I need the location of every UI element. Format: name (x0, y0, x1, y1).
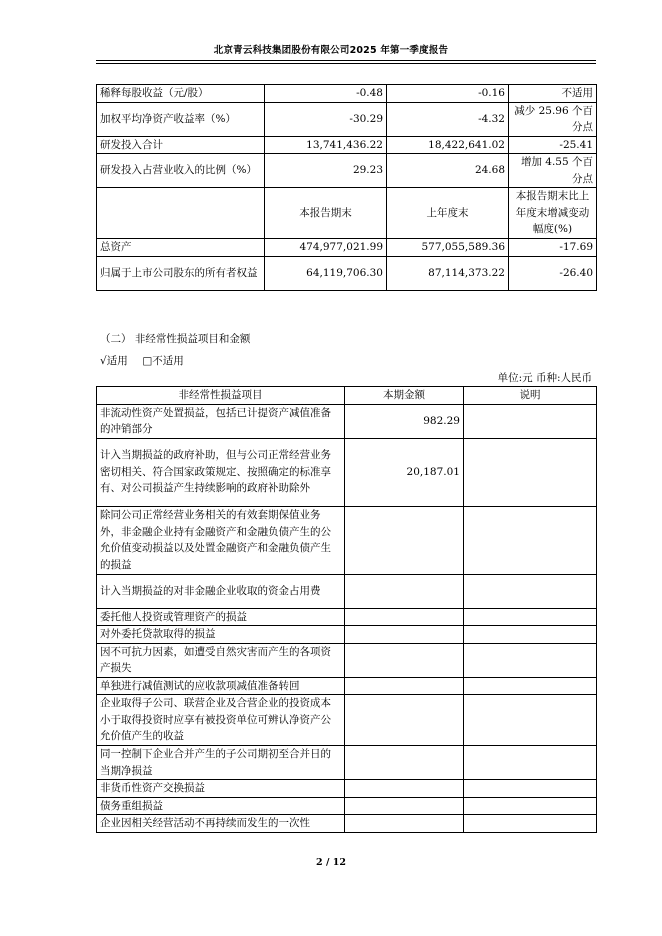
table-row (97, 815, 597, 833)
note-value (464, 626, 597, 644)
note-value (464, 677, 597, 695)
subheader-prior: 上年度末 (387, 188, 509, 239)
amount-value (345, 746, 464, 780)
table-row (97, 746, 597, 780)
item-label: 计入当期损益的政府补助，但与公司正常经营业务密切相关、符合国家政策规定、按照确定的标准享有、对公司损益产生持续影响的政府补助除外 (97, 438, 345, 506)
note-value (464, 608, 597, 626)
note-value (464, 780, 597, 798)
item-label: 委托他人投资或管理资产的损益 (97, 608, 345, 626)
item-label: 同一控制下企业合并产生的子公司期初至合并日的当期净损益 (97, 746, 345, 780)
row-label: 稀释每股收益（元/股） (97, 85, 265, 103)
row-label: 研发投入占营业收入的比例（%） (97, 154, 265, 188)
empty-cell (97, 188, 265, 239)
note-value (464, 746, 597, 780)
item-label: 企业因相关经营活动不再持续而发生的一次性 (97, 815, 345, 833)
applicable-option: √适用 (100, 355, 128, 367)
table-row (97, 256, 597, 290)
prior-value: 577,055,589.36 (387, 239, 509, 257)
note-value (464, 815, 597, 833)
table-row (97, 85, 597, 103)
table-subheader-row (97, 188, 597, 239)
amount-value (345, 815, 464, 833)
section-title: （二） 非经常性损益项目和金额 (100, 333, 251, 345)
non-recurring-items-table (96, 386, 597, 833)
table-row (97, 438, 597, 506)
note-value (464, 797, 597, 815)
current-value: 64,119,706.30 (265, 256, 387, 290)
amount-value (345, 677, 464, 695)
note-value (464, 438, 597, 506)
page-header: 北京青云科技集团股份有限公司2025 年第一季度报告 (213, 45, 449, 56)
table-row (97, 574, 597, 608)
note-value (464, 506, 597, 574)
amount-value (345, 608, 464, 626)
prior-value: 18,422,641.02 (387, 136, 509, 154)
change-value: 减少 25.96 个百分点 (509, 102, 597, 136)
item-label: 对外委托贷款取得的损益 (97, 626, 345, 644)
current-value: 13,741,436.22 (265, 136, 387, 154)
table-header-row (97, 387, 597, 405)
item-label: 非货币性资产交换损益 (97, 780, 345, 798)
table-row (97, 136, 597, 154)
item-label: 因不可抗力因素，如遭受自然灾害而产生的各项资产损失 (97, 643, 345, 677)
note-value (464, 404, 597, 438)
page-number: 2 / 12 (316, 857, 346, 868)
column-header-amount: 本期金额 (345, 387, 464, 405)
row-label: 归属于上市公司股东的所有者权益 (97, 256, 265, 290)
note-value (464, 643, 597, 677)
applicability-options (100, 353, 184, 368)
table-row (97, 102, 597, 136)
item-label: 除同公司正常经营业务相关的有效套期保值业务外，非金融企业持有金融资产和金融负债产生的公允价值变动损益以及处置金融资产和金融负债产生的损益 (97, 506, 345, 574)
row-label: 研发投入合计 (97, 136, 265, 154)
row-label: 加权平均净资产收益率（%） (97, 102, 265, 136)
current-value: -0.48 (265, 85, 387, 103)
table-row (97, 797, 597, 815)
key-indicators-table (96, 84, 597, 291)
note-value (464, 574, 597, 608)
amount-value (345, 797, 464, 815)
change-value: -17.69 (509, 239, 597, 257)
header-rule-top (96, 60, 596, 61)
prior-value: 87,114,373.22 (387, 256, 509, 290)
table-row (97, 154, 597, 188)
amount-value (345, 626, 464, 644)
header-rule-bottom (96, 63, 596, 64)
change-value: 不适用 (509, 85, 597, 103)
amount-value (345, 643, 464, 677)
prior-value: -0.16 (387, 85, 509, 103)
change-value: -26.40 (509, 256, 597, 290)
change-value: -25.41 (509, 136, 597, 154)
amount-value (345, 780, 464, 798)
unit-currency-note: 单位:元 币种:人民币 (497, 372, 592, 384)
item-label: 计入当期损益的对非金融企业收取的资金占用费 (97, 574, 345, 608)
table-row (97, 643, 597, 677)
prior-value: -4.32 (387, 102, 509, 136)
current-value: 29.23 (265, 154, 387, 188)
amount-value (345, 574, 464, 608)
amount-value: 20,187.01 (345, 438, 464, 506)
prior-value: 24.68 (387, 154, 509, 188)
row-label: 总资产 (97, 239, 265, 257)
column-header-note: 说明 (464, 387, 597, 405)
not-applicable-option: □不适用 (142, 355, 184, 367)
current-value: 474,977,021.99 (265, 239, 387, 257)
table-row (97, 677, 597, 695)
amount-value (345, 506, 464, 574)
item-label: 非流动性资产处置损益，包括已计提资产减值准备的冲销部分 (97, 404, 345, 438)
current-value: -30.29 (265, 102, 387, 136)
change-value: 增加 4.55 个百分点 (509, 154, 597, 188)
item-label: 单独进行减值测试的应收款项减值准备转回 (97, 677, 345, 695)
table-row (97, 780, 597, 798)
note-value (464, 695, 597, 746)
table-row (97, 626, 597, 644)
table-row (97, 404, 597, 438)
table-row (97, 506, 597, 574)
amount-value: 982.29 (345, 404, 464, 438)
item-label: 企业取得子公司、联营企业及合营企业的投资成本小于取得投资时应享有被投资单位可辨认净资产公允价值产生的收益 (97, 695, 345, 746)
column-header-item: 非经常性损益项目 (97, 387, 345, 405)
item-label: 债务重组损益 (97, 797, 345, 815)
subheader-change: 本报告期末比上年度末增减变动幅度(%) (509, 188, 597, 239)
table-row (97, 608, 597, 626)
table-row (97, 239, 597, 257)
amount-value (345, 695, 464, 746)
table-row (97, 695, 597, 746)
subheader-current: 本报告期末 (265, 188, 387, 239)
